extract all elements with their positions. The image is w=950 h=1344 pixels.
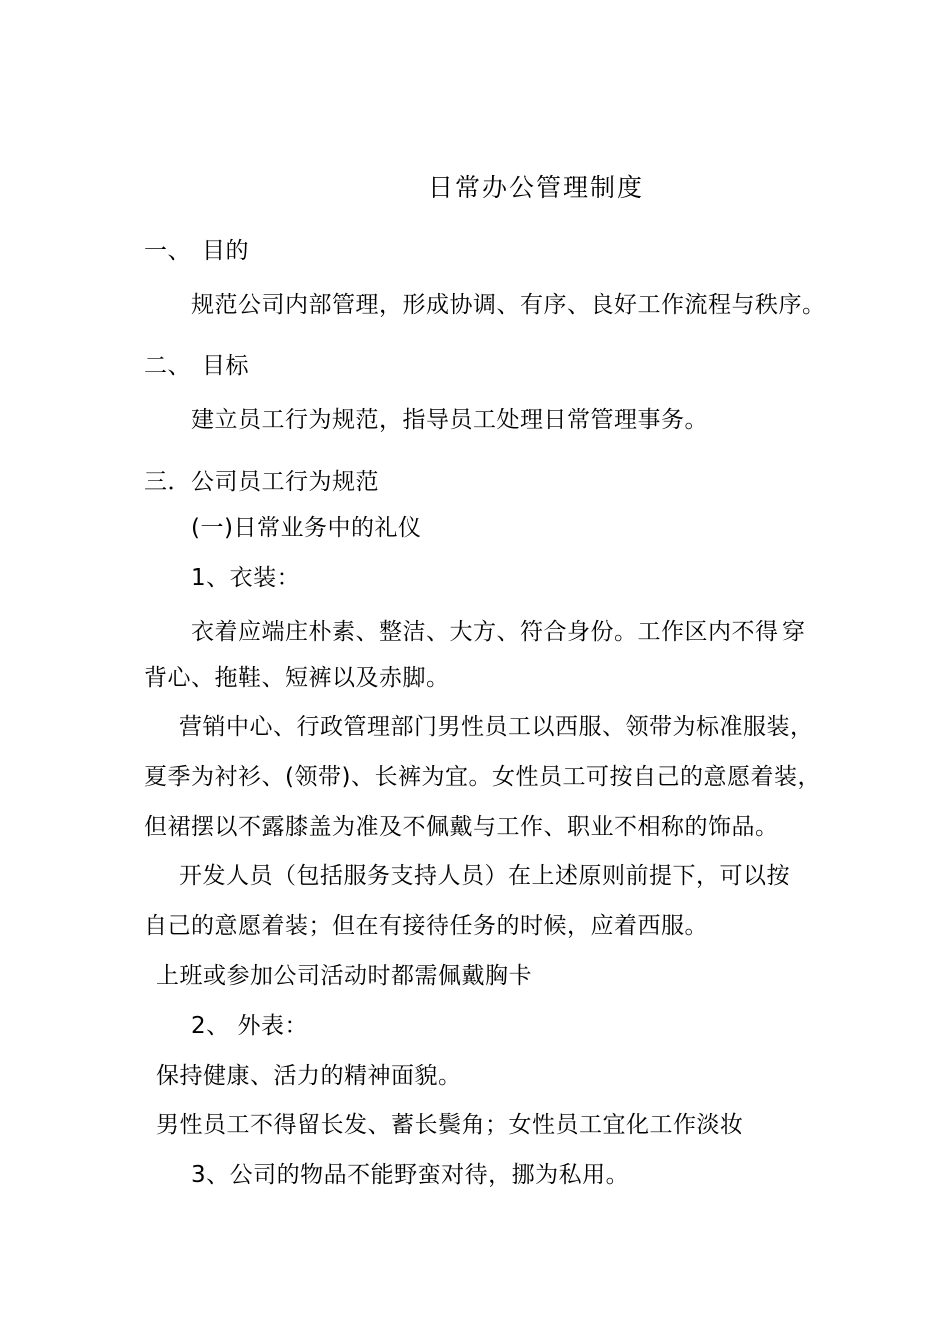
section-2-heading (144, 351, 249, 381)
document-title: 日常办公管理制度 (428, 173, 645, 202)
item-1-para-2-line-2: 夏季为衬衫、(领带)、长裤为宜。女性员工可按自己的意愿着装， (144, 764, 821, 790)
subsection-1-heading: (一)日常业务中的礼仪 (191, 515, 422, 541)
section-1-title: 目的 (202, 238, 249, 264)
item-2-para-2: 男性员工不得留长发、蓄长鬓角；女性员工宜化工作淡妆 (156, 1112, 744, 1138)
item-1-para-2-line-1: 营销中心、行政管理部门男性员工以西服、领带为标准服装， (179, 714, 814, 740)
item-1-para-2-line-3: 但裙摆以不露膝盖为准及不佩戴与工作、职业不相称的饰品。 (144, 814, 779, 840)
item-2-para-1: 保持健康、活力的精神面貌。 (156, 1063, 462, 1089)
item-1-para-3-line-2: 自己的意愿着装；但在有接待任务的时候，应着西服。 (144, 913, 708, 939)
item-3: 3、公司的物品不能野蛮对待，挪为私用。 (191, 1162, 630, 1188)
section-2-title: 目标 (202, 353, 249, 379)
item-1-para-3-line-1: 开发人员（包括服务支持人员）在上述原则前提下，可以按 (179, 863, 790, 889)
item-1-para-1-line-1: 衣着应端庄朴素、整洁、大方、符合身份。工作区内不得 (191, 619, 779, 645)
item-1-heading: 1、衣装： (191, 565, 301, 591)
item-1-para-1-line-1-tail: 穿 (782, 619, 806, 645)
item-1-para-4: 上班或参加公司活动时都需佩戴胸卡 (156, 963, 532, 989)
section-1-number: 一、 (144, 238, 191, 264)
section-3-heading: 三．公司员工行为规范 (144, 469, 379, 495)
section-2-number: 二、 (144, 353, 191, 379)
section-2-text: 建立员工行为规范，指导员工处理日常管理事务。 (191, 407, 708, 433)
section-1-text: 规范公司内部管理，形成协调、有序、良好工作流程与秩序。 (191, 292, 826, 318)
item-2-heading: 2、 外表： (191, 1013, 308, 1039)
section-1-heading (144, 236, 249, 266)
item-1-para-1-line-2: 背心、拖鞋、短裤以及赤脚。 (144, 665, 450, 691)
